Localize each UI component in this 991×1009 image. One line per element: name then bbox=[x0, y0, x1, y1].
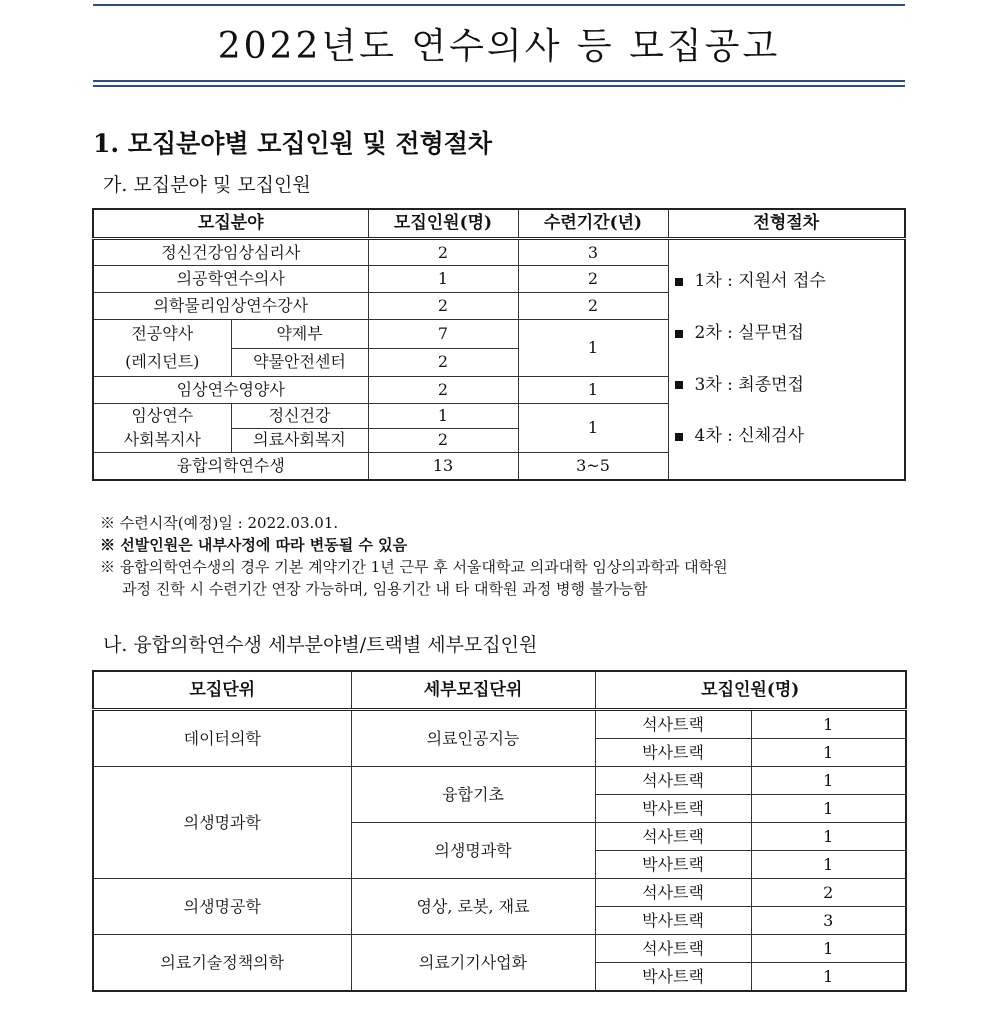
period-cell: 2 bbox=[518, 266, 668, 293]
unit-cell: 의생명과학 bbox=[93, 767, 351, 879]
period-cell: 1 bbox=[518, 377, 668, 404]
subfield-cell: 의료사회복지 bbox=[231, 428, 368, 453]
subunit-cell: 영상, 로봇, 재료 bbox=[351, 879, 595, 935]
count-cell: 2 bbox=[368, 428, 518, 453]
period-cell: 3~5 bbox=[518, 453, 668, 480]
track-cell: 석사트랙 bbox=[595, 879, 751, 907]
procedure-step: 1차 : 지원서 접수 bbox=[675, 272, 905, 291]
unit-cell: 의생명공학 bbox=[93, 879, 351, 935]
header-subunit: 세부모집단위 bbox=[351, 671, 595, 710]
count-cell: 1 bbox=[751, 767, 906, 795]
note-line: ※ 선발인원은 내부사정에 따라 변동될 수 있음 bbox=[100, 536, 408, 554]
count-cell: 1 bbox=[368, 404, 518, 429]
procedure-cell bbox=[668, 239, 905, 480]
field-cell: 임상연수영양사 bbox=[93, 377, 368, 404]
period-cell: 1 bbox=[518, 404, 668, 453]
square-bullet-icon bbox=[675, 381, 683, 389]
track-cell: 석사트랙 bbox=[595, 710, 751, 739]
subunit-cell: 융합기초 bbox=[351, 767, 595, 823]
group-cell: 전공약사 (레지던트) bbox=[93, 320, 231, 377]
header-field: 모집분야 bbox=[93, 209, 368, 239]
count-cell: 2 bbox=[368, 293, 518, 320]
subunit-cell: 의료인공지능 bbox=[351, 710, 595, 767]
subfield-cell: 약물안전센터 bbox=[231, 348, 368, 377]
header-procedure: 전형절차 bbox=[668, 209, 905, 239]
count-cell: 1 bbox=[751, 935, 906, 963]
count-cell: 3 bbox=[751, 907, 906, 935]
subfield-cell: 정신건강 bbox=[231, 404, 368, 429]
count-cell: 13 bbox=[368, 453, 518, 480]
subheading-b: 나. 융합의학연수생 세부분야별/트랙별 세부모집인원 bbox=[103, 634, 538, 656]
count-cell: 1 bbox=[751, 823, 906, 851]
note-line: ※ 융합의학연수생의 경우 기본 계약기간 1년 근무 후 서울대학교 의과대학 임상의과학과 대학원 bbox=[100, 558, 728, 576]
subfield-cell: 약제부 bbox=[231, 320, 368, 349]
track-cell: 박사트랙 bbox=[595, 739, 751, 767]
field-cell: 정신건강임상심리사 bbox=[93, 239, 368, 266]
title-rule-bottom-1 bbox=[93, 80, 905, 82]
track-cell: 석사트랙 bbox=[595, 823, 751, 851]
note-line: 과정 진학 시 수련기간 연장 가능하며, 임용기간 내 타 대학원 과정 병행 불가능함 bbox=[122, 580, 648, 598]
count-cell: 2 bbox=[368, 348, 518, 377]
field-cell: 의공학연수의사 bbox=[93, 266, 368, 293]
page-title: 2022년도 연수의사 등 모집공고 bbox=[217, 26, 781, 67]
subunit-cell: 의료기기사업화 bbox=[351, 935, 595, 992]
count-cell: 2 bbox=[751, 879, 906, 907]
note-line: ※ 수련시작(예정)일 : 2022.03.01. bbox=[100, 514, 339, 532]
field-cell: 융합의학연수생 bbox=[93, 453, 368, 480]
procedure-step: 3차 : 최종면접 bbox=[675, 376, 905, 395]
header-count: 모집인원(명) bbox=[368, 209, 518, 239]
header-period: 수련기간(년) bbox=[518, 209, 668, 239]
track-cell: 박사트랙 bbox=[595, 851, 751, 879]
unit-cell: 데이터의학 bbox=[93, 710, 351, 767]
count-cell: 1 bbox=[751, 795, 906, 823]
section-heading: 1. 모집분야별 모집인원 및 전형절차 bbox=[93, 129, 493, 158]
period-cell: 2 bbox=[518, 293, 668, 320]
header-count: 모집인원(명) bbox=[595, 671, 906, 710]
subunit-cell: 의생명과학 bbox=[351, 823, 595, 879]
title-rule-top bbox=[93, 4, 905, 6]
detail-table bbox=[92, 670, 907, 992]
count-cell: 1 bbox=[751, 963, 906, 992]
track-cell: 박사트랙 bbox=[595, 795, 751, 823]
period-cell: 3 bbox=[518, 239, 668, 266]
period-cell: 1 bbox=[518, 320, 668, 377]
notes bbox=[100, 512, 915, 600]
count-cell: 7 bbox=[368, 320, 518, 349]
title-rule-bottom-2 bbox=[93, 85, 905, 87]
subheading-a: 가. 모집분야 및 모집인원 bbox=[103, 174, 311, 196]
field-cell: 의학물리임상연수강사 bbox=[93, 293, 368, 320]
track-cell: 박사트랙 bbox=[595, 907, 751, 935]
count-cell: 2 bbox=[368, 377, 518, 404]
square-bullet-icon bbox=[675, 330, 683, 338]
count-cell: 2 bbox=[368, 239, 518, 266]
count-cell: 1 bbox=[751, 710, 906, 739]
square-bullet-icon bbox=[675, 278, 683, 286]
track-cell: 석사트랙 bbox=[595, 767, 751, 795]
recruitment-table bbox=[92, 208, 906, 481]
track-cell: 박사트랙 bbox=[595, 963, 751, 992]
header-unit: 모집단위 bbox=[93, 671, 351, 710]
procedure-step: 2차 : 실무면접 bbox=[675, 324, 905, 343]
unit-cell: 의료기술정책의학 bbox=[93, 935, 351, 992]
count-cell: 1 bbox=[751, 851, 906, 879]
procedure-step: 4차 : 신체검사 bbox=[675, 427, 905, 446]
group-cell: 임상연수 사회복지사 bbox=[93, 404, 231, 453]
track-cell: 석사트랙 bbox=[595, 935, 751, 963]
square-bullet-icon bbox=[675, 433, 683, 441]
count-cell: 1 bbox=[368, 266, 518, 293]
count-cell: 1 bbox=[751, 739, 906, 767]
